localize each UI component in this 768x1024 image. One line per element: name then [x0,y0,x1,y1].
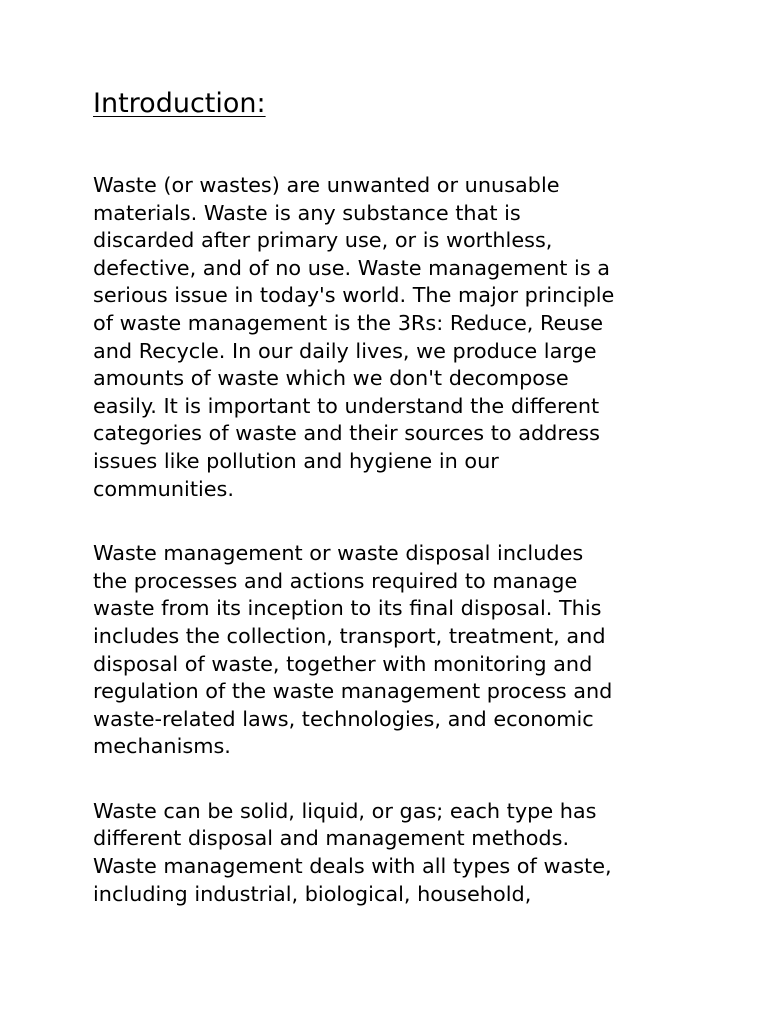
text-line: amounts of waste which we don't decompose [93,366,569,391]
text-line: materials. Waste is any substance that is [93,200,521,225]
page-title: Introduction: [93,88,266,119]
text-line: Waste can be solid, liquid, or gas; each type has [93,798,597,823]
text-line: serious issue in today's world. The major principle [93,283,615,308]
text-line: Waste management deals with all types of waste, [93,854,612,879]
text-line: communities. [93,476,234,501]
text-line: defective, and of no use. Waste management is a [93,255,611,280]
text-line: the processes and actions required to manage [93,568,578,593]
text-line: issues like pollution and hygiene in our [93,448,499,473]
text-line: easily. It is important to understand the different [93,393,600,418]
text-line: different disposal and management methods. [93,826,570,851]
paragraph-waste-types [93,798,693,908]
text-line: mechanisms. [93,734,231,759]
text-line: includes the collection, transport, treatment, and [93,623,606,648]
text-line: categories of waste and their sources to address [93,421,600,446]
document-page [93,84,693,908]
text-line: Waste (or wastes) are unwanted or unusable [93,173,560,197]
paragraph-intro [93,172,693,503]
text-line: disposal of waste, together with monitoring and [93,651,593,676]
text-line: regulation of the waste management process and [93,679,613,704]
text-line: including industrial, biological, household, [93,881,532,906]
text-line: and Recycle. In our daily lives, we produce large [93,338,597,363]
text-line: Waste management or waste disposal includes [93,541,584,566]
text-line: waste-related laws, technologies, and economic [93,706,594,731]
paragraph-waste-management [93,540,693,761]
text-line: of waste management is the 3Rs: Reduce, Reuse [93,310,604,335]
text-line: waste from its inception to its final disposal. This [93,596,602,621]
text-line: discarded after primary use, or is worthless, [93,228,553,253]
